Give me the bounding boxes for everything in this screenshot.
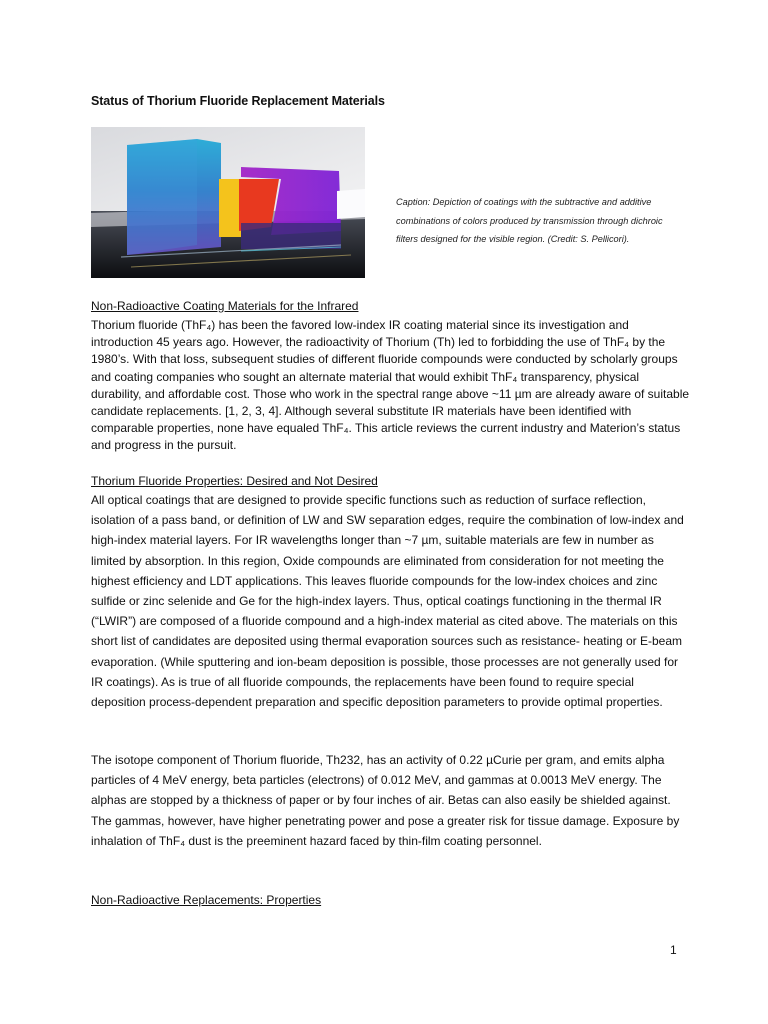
photo-illustration (91, 127, 365, 278)
section-heading-non-radioactive-materials: Non-Radioactive Coating Materials for the Infrared (91, 299, 359, 313)
paragraph-isotope-hazards: The isotope component of Thorium fluoride, Th232, has an activity of 0.22 µCurie per gram, and emits alpha particles of 4 MeV energy, beta particles (electrons) of 0.012 MeV, and gammas at 0.0013 MeV energy. The alphas are stopped by a thickness of paper or by four inches of air. Betas can also easily be shielded against. The gammas, however, have higher penetrating power and pose a greater risk for tissue damage. Exposure by inhalation of ThF₄ dust is the preeminent hazard faced by thin-film coating personnel. (91, 753, 680, 848)
paragraph-optical-coatings: All optical coatings that are designed to provide specific functions such as reduction of surface reflection, isolation of a pass band, or definition of LW and SW separation edges, require the combination of low-index and high-index material layers. For IR wavelengths longer than ~7 µm, suitable materials are few in number as limited by absorption. In this region, Oxide compounds are eliminated from consideration for not meeting the highest efficiency and LDT applications. This leaves fluoride compounds for the low-index choices and zinc sulfide or zinc selenide and Ge for the high-index layers. Thus, optical coatings functioning in the thermal IR (“LWIR”) are composed of a fluoride compound and a high-index material as cited above. The materials on this short list of candidates are deposited using thermal evaporation sources such as resistance- heating or E-beam evaporation. (While sputtering and ion-beam deposition is possible, those processes are not generally used for IR coatings). As is true of all fluoride compounds, the replacements have been found to require special deposition process-dependent preparation and specific deposition parameters to provide optimal properties. (91, 493, 684, 710)
section-heading-replacements-properties: Non-Radioactive Replacements: Properties (91, 893, 322, 907)
document-title: Status of Thorium Fluoride Replacement Materials (91, 94, 385, 108)
paragraph-thf4-history: Thorium fluoride (ThF₄) has been the favored low-index IR coating material since its investigation and introduction 45 years ago. However, the radioactivity of Thorium (Th) led to forbidding the use of ThF₄ by the 1980’s. With that loss, subsequent studies of different fluoride compounds were conducted by scholarly groups and coating companies who sought an alternate material that would exhibit ThF₄ transparency, physical durability, and affordable cost. Those who work in the spectral range above ~11 µm are already aware of suitable candidate replacements. [1, 2, 3, 4]. Although several substitute IR materials have been identified with comparable properties, none have equaled ThF₄. This article reviews the current industry and Materion’s status and progress in the pursuit. (91, 318, 690, 453)
section-heading-thf4-properties: Thorium Fluoride Properties: Desired and Not Desired (91, 474, 378, 488)
figure-caption: Caption: Depiction of coatings with the subtractive and additive combinations of colors produced by transmission through dichroic filters designed for the visible region. (Credit: S. Pellicori). (396, 197, 663, 244)
dichroic-filters-photo (91, 127, 365, 278)
page-number: 1 (670, 943, 677, 957)
